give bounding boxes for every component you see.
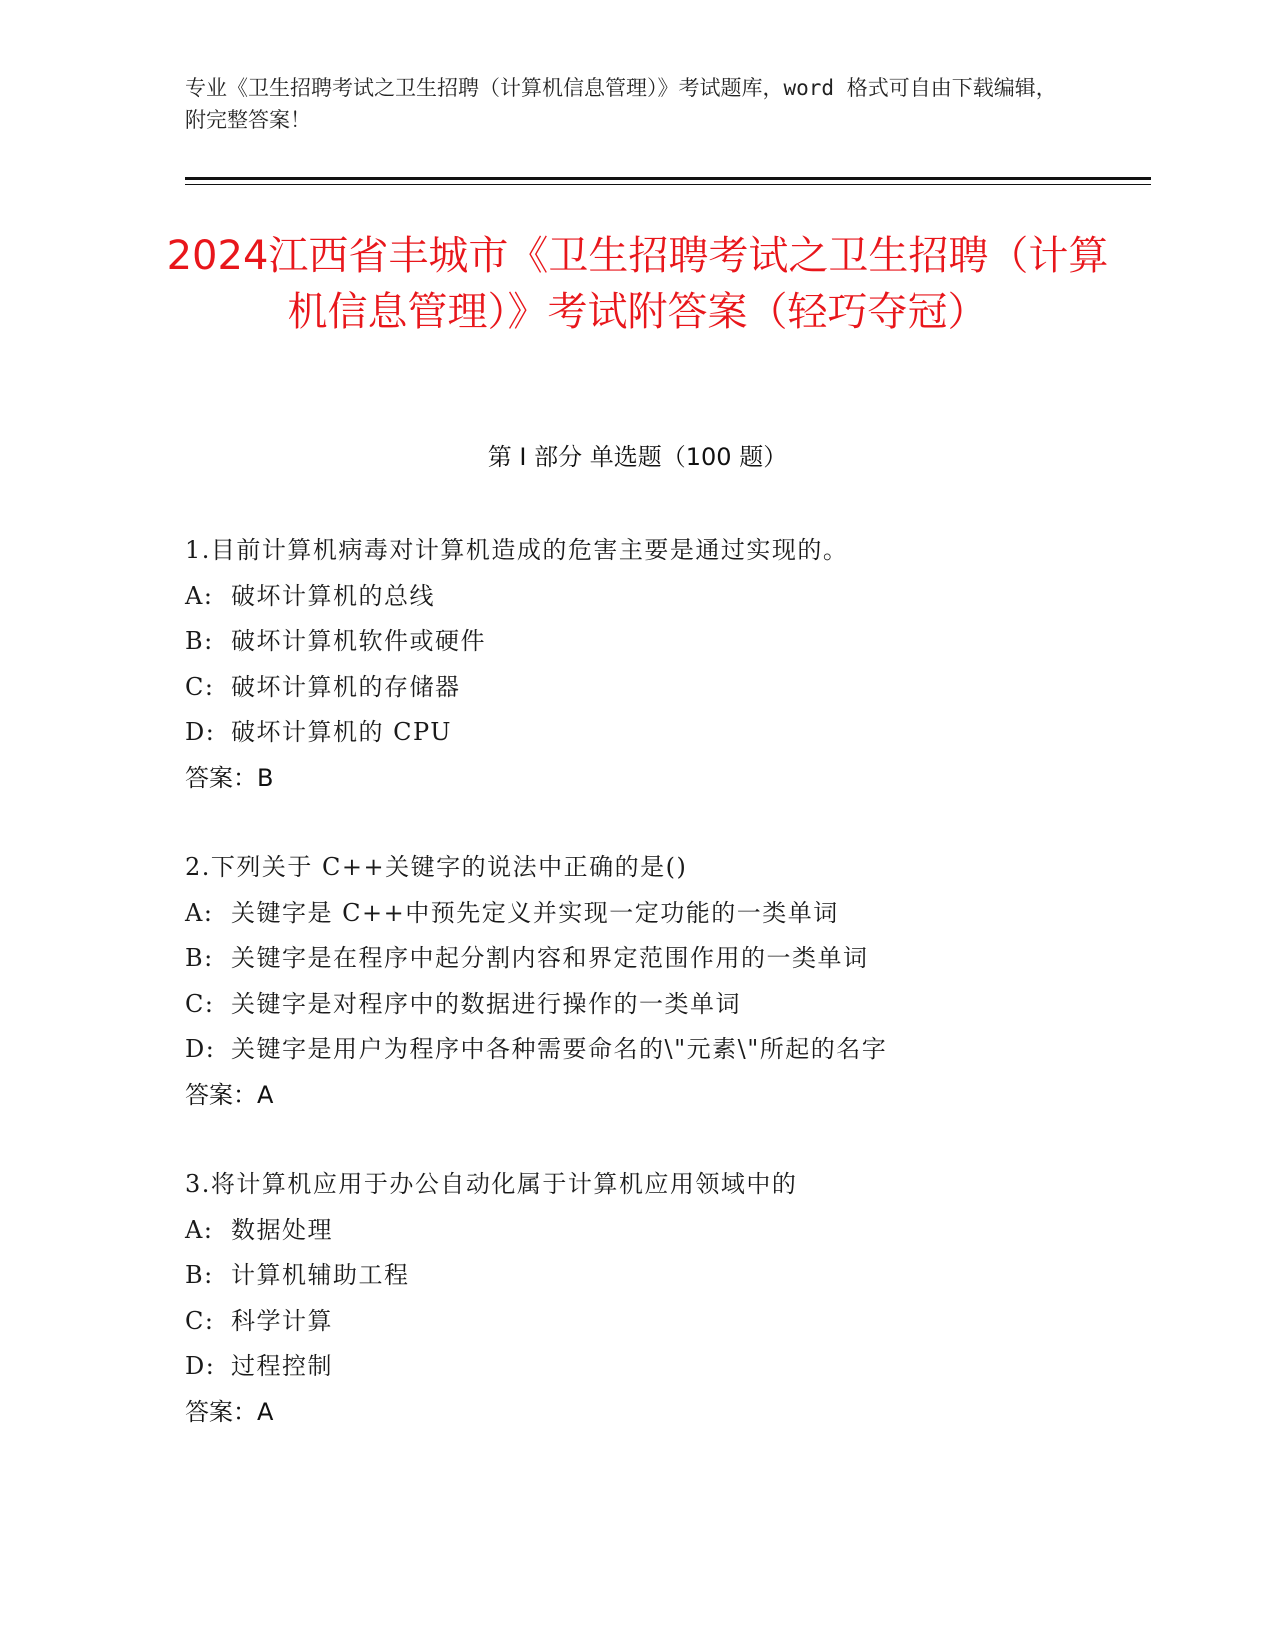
option-letter: C: <box>185 989 215 1018</box>
answer: 答案：B <box>185 763 274 792</box>
option-c <box>185 1299 1145 1345</box>
question-3 <box>185 1162 1145 1435</box>
option-letter: D: <box>185 1035 216 1063</box>
option-a <box>185 1208 1145 1254</box>
option-text: 数据处理 <box>231 1215 333 1244</box>
answer: 答案：A <box>185 1080 274 1109</box>
header-rule-thin <box>185 184 1151 185</box>
header-rule-thick <box>185 177 1151 180</box>
question-stem: 3.将计算机应用于办公自动化属于计算机应用领域中的 <box>185 1170 798 1198</box>
option-letter: D: <box>185 718 216 746</box>
option-text: 破坏计算机的 CPU <box>231 718 452 746</box>
option-letter: A: <box>185 898 214 927</box>
document-title: 2024江西省丰城市《卫生招聘考试之卫生招聘（计算机信息管理）》考试附答案（轻巧夺冠） <box>166 233 1109 335</box>
option-b <box>185 936 1145 982</box>
option-text: 关键字是用户为程序中各种需要命名的\"元素\"所起的名字 <box>231 1035 888 1063</box>
option-letter: D: <box>185 1352 216 1380</box>
option-text: 关键字是 C++中预先定义并实现一定功能的一类单词 <box>231 898 839 927</box>
option-text: 科学计算 <box>231 1306 333 1335</box>
option-letter: B: <box>185 944 214 972</box>
option-letter: B: <box>185 627 214 655</box>
option-text: 破坏计算机的存储器 <box>231 672 461 701</box>
question-list <box>185 528 1145 1479</box>
question-stem: 1.目前计算机病毒对计算机造成的危害主要是通过实现的。 <box>185 536 849 564</box>
option-c <box>185 982 1145 1028</box>
option-letter: B: <box>185 1261 214 1289</box>
option-text: 破坏计算机的总线 <box>231 581 435 610</box>
option-text: 关键字是对程序中的数据进行操作的一类单词 <box>231 989 741 1018</box>
question-stem: 2.下列关于 C++关键字的说法中正确的是() <box>185 853 688 881</box>
question-1 <box>185 528 1145 801</box>
option-text: 破坏计算机软件或硬件 <box>231 627 486 655</box>
option-b <box>185 1253 1145 1299</box>
answer: 答案：A <box>185 1397 274 1426</box>
option-d <box>185 1344 1145 1390</box>
option-d <box>185 710 1145 756</box>
option-c <box>185 665 1145 711</box>
option-letter: A: <box>185 1215 214 1244</box>
option-d <box>185 1027 1145 1073</box>
option-text: 关键字是在程序中起分割内容和界定范围作用的一类单词 <box>231 944 869 972</box>
option-a <box>185 574 1145 620</box>
option-letter: A: <box>185 581 214 610</box>
question-2 <box>185 845 1145 1118</box>
option-b <box>185 619 1145 665</box>
option-text: 过程控制 <box>231 1352 333 1380</box>
option-a <box>185 891 1145 937</box>
header-note: 专业《卫生招聘考试之卫生招聘（计算机信息管理）》考试题库，word 格式可自由下载编辑，附完整答案！ <box>185 76 1057 132</box>
option-letter: C: <box>185 1306 215 1335</box>
option-text: 计算机辅助工程 <box>231 1261 410 1289</box>
section-heading: 第 I 部分 单选题（100 题） <box>487 443 788 471</box>
option-letter: C: <box>185 672 215 701</box>
